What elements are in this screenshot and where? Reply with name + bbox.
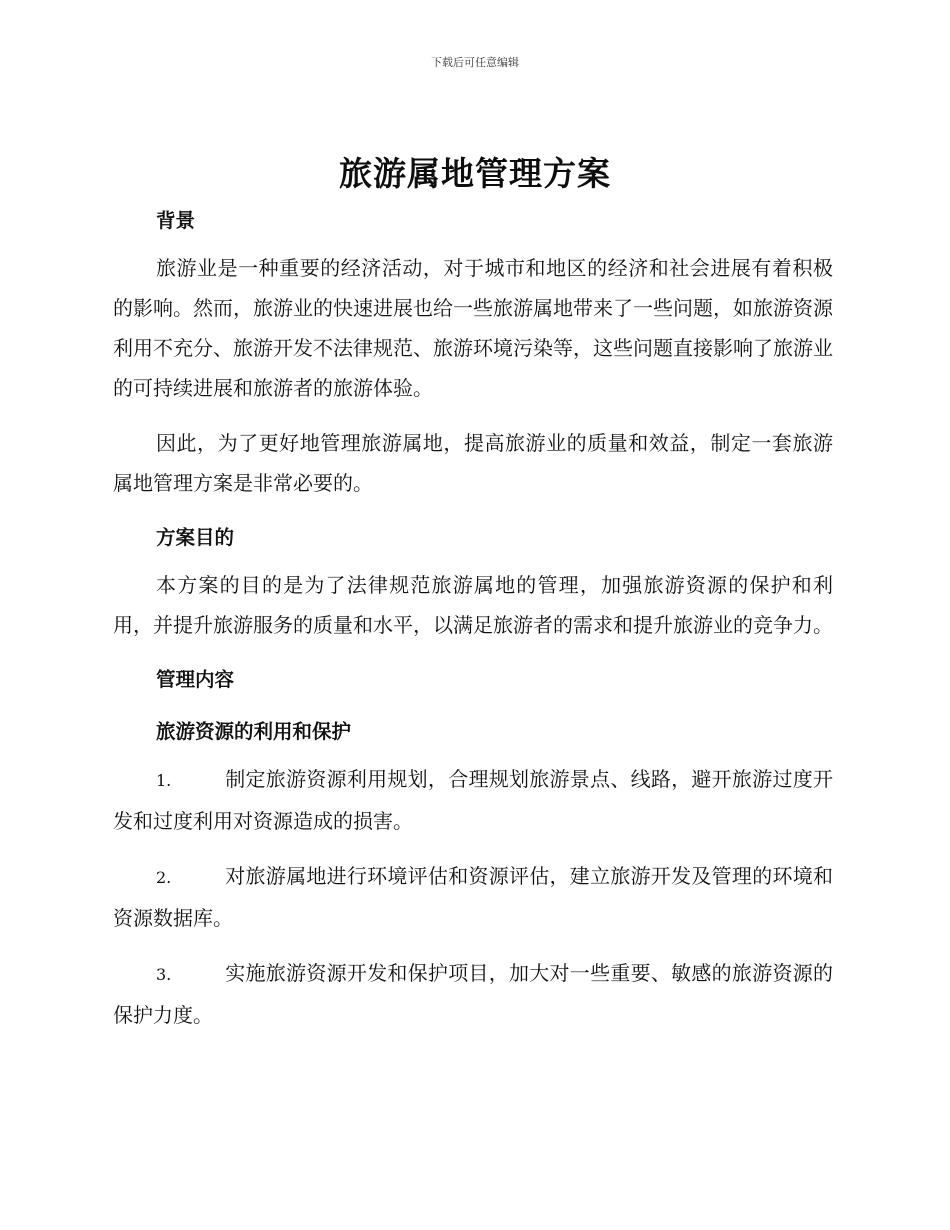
list-text: 制定旅游资源利用规划，合理规划旅游景点、线路，避开旅游过度开发和过度利用对资源造成的损害。 [113,767,833,833]
list-number: 2. [156,868,172,887]
list-item [113,759,833,841]
section-heading-purpose: 方案目的 [156,526,235,549]
paragraph-background-1: 旅游业是一种重要的经济活动，对于城市和地区的经济和社会进展有着积极的影响。然而，旅游业的快速进展也给一些旅游属地带来了一些问题，如旅游资源利用不充分、旅游开发不法律规范、旅游环境污染等，这些问题直接影响了旅游业的可持续进展和旅游者的旅游体验。 [113,256,833,400]
list-item [113,953,833,1035]
list-number: 3. [156,965,172,984]
document-title: 旅游属地管理方案 [339,154,611,193]
paragraph-background-2: 因此，为了更好地管理旅游属地，提高旅游业的质量和效益，制定一套旅游属地管理方案是非常必要的。 [113,431,833,495]
section-heading-content: 管理内容 [156,668,235,691]
list-number: 1. [156,771,172,790]
paragraph-purpose-1: 本方案的目的是为了法律规范旅游属地的管理，加强旅游资源的保护和利用，并提升旅游服务的质量和水平，以满足旅游者的需求和提升旅游业的竞争力。 [113,573,833,637]
section-heading-background: 背景 [156,209,196,232]
subsection-heading-resources: 旅游资源的利用和保护 [156,720,352,743]
list-text: 实施旅游资源开发和保护项目，加大对一些重要、敏感的旅游资源的保护力度。 [113,961,833,1027]
header-note: 下载后可任意编辑 [431,56,519,69]
list-text: 对旅游属地进行环境评估和资源评估，建立旅游开发及管理的环境和资源数据库。 [113,864,833,930]
list-item [113,856,833,938]
document-body [113,204,833,1035]
